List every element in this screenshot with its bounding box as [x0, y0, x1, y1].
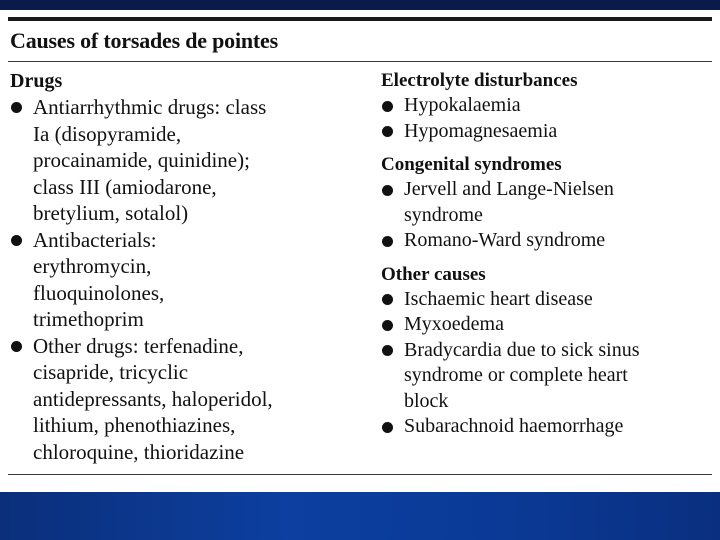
drugs-heading: Drugs: [10, 70, 63, 92]
list-item: [381, 119, 706, 145]
bullet-icon: [382, 185, 393, 196]
bullet-icon: [11, 341, 22, 352]
electrolyte-heading: Electrolyte disturbances: [381, 70, 578, 91]
item-line: Hypomagnesaemia: [404, 119, 558, 142]
bullet-icon: [11, 235, 22, 246]
item-line: syndrome: [404, 203, 483, 226]
item-line: Ischaemic heart disease: [404, 287, 593, 310]
other-causes-section: [381, 262, 706, 440]
table-top-rule: [8, 17, 712, 21]
other-causes-list: [381, 287, 706, 440]
list-item: [10, 333, 355, 466]
item-line: cisapride, tricyclic: [33, 360, 189, 384]
bullet-icon: [382, 236, 393, 247]
bullet-icon: [11, 102, 22, 113]
list-item: [10, 227, 355, 333]
item-line: Romano-Ward syndrome: [404, 229, 606, 251]
electrolyte-list: [381, 93, 706, 144]
bullet-icon: [382, 320, 393, 331]
bullet-icon: [382, 101, 393, 112]
item-line: syndrome or complete heart: [404, 364, 628, 386]
drugs-list: [10, 94, 355, 465]
item-line: block: [404, 389, 449, 412]
top-banner: [0, 0, 720, 10]
other-causes-column: [381, 68, 706, 448]
title-divider: [8, 61, 712, 62]
bullet-icon: [382, 422, 393, 433]
item-line: Antiarrhythmic drugs: class: [33, 95, 267, 119]
bottom-banner: [0, 492, 720, 540]
list-item: [381, 93, 706, 119]
item-line: Ia (disopyramide,: [33, 121, 182, 146]
other-causes-heading: Other causes: [381, 263, 486, 285]
item-line: bretylium, sotalol): [33, 201, 189, 225]
item-line: Subarachnoid haemorrhage: [404, 415, 624, 437]
congenital-heading: Congenital syndromes: [381, 154, 562, 175]
item-line: class III (amiodarone,: [33, 174, 217, 199]
bullet-icon: [382, 126, 393, 137]
item-line: lithium, phenothiazines,: [33, 413, 236, 437]
item-line: Antibacterials:: [33, 227, 157, 252]
list-item: [10, 94, 355, 227]
item-line: erythromycin,: [33, 254, 152, 278]
congenital-list: [381, 177, 706, 254]
electrolyte-section: [381, 68, 706, 144]
list-item: [381, 414, 706, 440]
item-line: Myxoedema: [404, 313, 504, 335]
item-line: Bradycardia due to sick sinus: [404, 338, 640, 361]
table-bottom-rule: [8, 474, 712, 475]
drugs-column: [10, 68, 355, 465]
list-item: [381, 177, 706, 228]
list-item: [381, 312, 706, 338]
list-item: [381, 287, 706, 313]
congenital-section: [381, 152, 706, 254]
item-line: procainamide, quinidine);: [33, 148, 250, 172]
bullet-icon: [382, 345, 393, 356]
item-line: Other drugs: terfenadine,: [33, 333, 244, 358]
item-line: antidepressants, haloperidol,: [33, 386, 273, 411]
bullet-icon: [382, 294, 393, 305]
list-item: [381, 338, 706, 415]
table-title: Causes of torsades de pointes: [10, 28, 278, 53]
item-line: fluoquinolones,: [33, 280, 165, 305]
item-line: Hypokalaemia: [404, 94, 521, 116]
item-line: trimethoprim: [33, 307, 144, 331]
list-item: [381, 228, 706, 254]
item-line: Jervell and Lange-Nielsen: [404, 178, 614, 200]
item-line: chloroquine, thioridazine: [33, 439, 245, 464]
